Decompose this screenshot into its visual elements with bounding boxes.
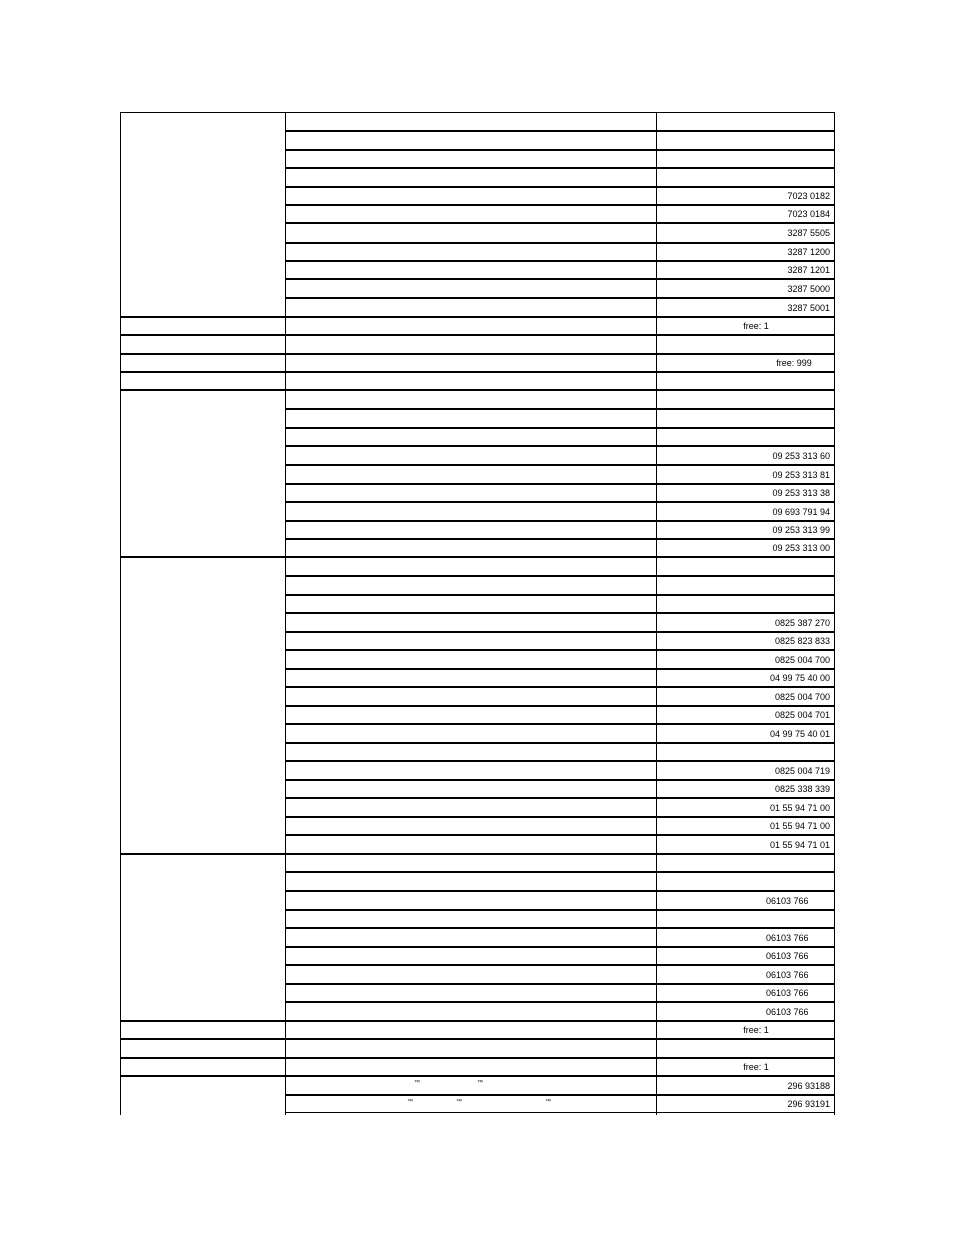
table-cell-value: 09 253 313 81 <box>772 470 830 480</box>
table-cell-value: free: 1 <box>743 321 769 331</box>
row-divider <box>120 1057 835 1059</box>
table-cell-value: 06103 766 <box>766 896 809 906</box>
row-divider <box>285 816 835 818</box>
row-divider <box>120 1075 835 1077</box>
row-divider <box>285 890 835 892</box>
trademark-symbol: ™ <box>407 1099 413 1105</box>
table-cell-value: free: 1 <box>743 1025 769 1035</box>
table-cell-value: free: 999 <box>776 358 812 368</box>
row-divider <box>285 464 835 466</box>
table-cell-value: 7023 0182 <box>787 191 830 201</box>
table-cell-value: 09 693 791 94 <box>772 507 830 517</box>
row-divider <box>285 705 835 707</box>
table-cell-value: 06103 766 <box>766 1007 809 1017</box>
row-divider <box>120 334 835 336</box>
row-divider <box>285 149 835 151</box>
row-divider <box>120 556 835 558</box>
row-divider <box>120 316 835 318</box>
table-cell-value: 3287 5001 <box>787 303 830 313</box>
row-divider <box>120 112 835 113</box>
row-divider <box>285 427 835 429</box>
row-divider <box>285 483 835 485</box>
table-cell-value: 06103 766 <box>766 951 809 961</box>
row-divider <box>285 742 835 744</box>
table-cell-value: 3287 1201 <box>787 265 830 275</box>
table-cell-value: free: 1 <box>743 1062 769 1072</box>
trademark-symbol: ™ <box>545 1099 551 1105</box>
row-divider <box>285 594 835 596</box>
row-divider <box>285 871 835 873</box>
table-cell-value: 296 93188 <box>787 1081 830 1091</box>
row-divider <box>285 242 835 244</box>
table-cell-value: 09 253 313 60 <box>772 451 830 461</box>
row-divider <box>285 186 835 188</box>
table-cell-value: 0825 338 339 <box>774 784 830 794</box>
trademark-symbol: ™ <box>456 1099 462 1105</box>
table-cell-value: 3287 1200 <box>787 247 830 257</box>
table-cell-value: 3287 5505 <box>787 228 830 238</box>
table-cell-value: 0825 004 719 <box>774 766 830 776</box>
row-divider <box>285 983 835 985</box>
table-border-left <box>120 112 121 1115</box>
row-divider <box>285 297 835 299</box>
row-divider <box>285 649 835 651</box>
row-divider <box>120 1020 835 1022</box>
row-divider <box>120 853 835 855</box>
table-cell-value: 06103 766 <box>766 988 809 998</box>
table-cell-value: 0825 004 700 <box>774 692 830 702</box>
row-divider <box>285 927 835 929</box>
row-divider <box>285 408 835 410</box>
table-cell-value: 01 55 94 71 00 <box>769 803 830 813</box>
row-divider <box>285 167 835 169</box>
table-cell-value: 09 253 313 99 <box>772 525 830 535</box>
row-divider <box>120 371 835 373</box>
row-divider <box>285 779 835 781</box>
table-cell-value: 7023 0184 <box>787 209 830 219</box>
row-divider <box>285 520 835 522</box>
row-divider <box>285 631 835 633</box>
row-divider <box>285 834 835 836</box>
row-divider <box>285 222 835 224</box>
row-divider <box>285 130 835 132</box>
row-divider <box>285 204 835 206</box>
table-cell-value: 06103 766 <box>766 970 809 980</box>
table-cell-value: 296 93191 <box>787 1099 830 1109</box>
table-cell-value: 01 55 94 71 00 <box>769 821 830 831</box>
table-cell-value: 0825 004 701 <box>774 710 830 720</box>
table-cell-value: 04 99 75 40 01 <box>769 729 830 739</box>
row-divider <box>285 760 835 762</box>
row-divider <box>285 612 835 614</box>
row-divider <box>285 686 835 688</box>
row-divider <box>285 946 835 948</box>
table-cell-value: 0825 004 700 <box>774 655 830 665</box>
table-cell-value: 0825 387 270 <box>774 618 830 628</box>
row-divider <box>285 797 835 799</box>
row-divider <box>285 575 835 577</box>
row-divider <box>285 445 835 447</box>
row-divider <box>285 260 835 262</box>
row-divider <box>285 668 835 670</box>
row-divider <box>285 723 835 725</box>
table-cell-value: 0825 823 833 <box>774 636 830 646</box>
table-cell-value: 01 55 94 71 01 <box>769 840 830 850</box>
table-cell-value: 3287 5000 <box>787 284 830 294</box>
row-divider <box>285 538 835 540</box>
trademark-symbol: ™ <box>477 1080 483 1086</box>
row-divider <box>285 909 835 911</box>
row-divider <box>120 353 835 355</box>
table-cell-value: 09 253 313 38 <box>772 488 830 498</box>
row-divider <box>120 389 835 391</box>
row-divider <box>285 964 835 966</box>
row-divider <box>285 1001 835 1003</box>
row-divider <box>285 278 835 280</box>
row-divider <box>285 1112 835 1113</box>
row-divider <box>120 1038 835 1040</box>
row-divider <box>285 1094 835 1096</box>
table-cell-value: 04 99 75 40 00 <box>769 673 830 683</box>
table-cell-value: 06103 766 <box>766 933 809 943</box>
row-divider <box>285 501 835 503</box>
trademark-symbol: ™ <box>414 1080 420 1086</box>
table-cell-value: 09 253 313 00 <box>772 543 830 553</box>
